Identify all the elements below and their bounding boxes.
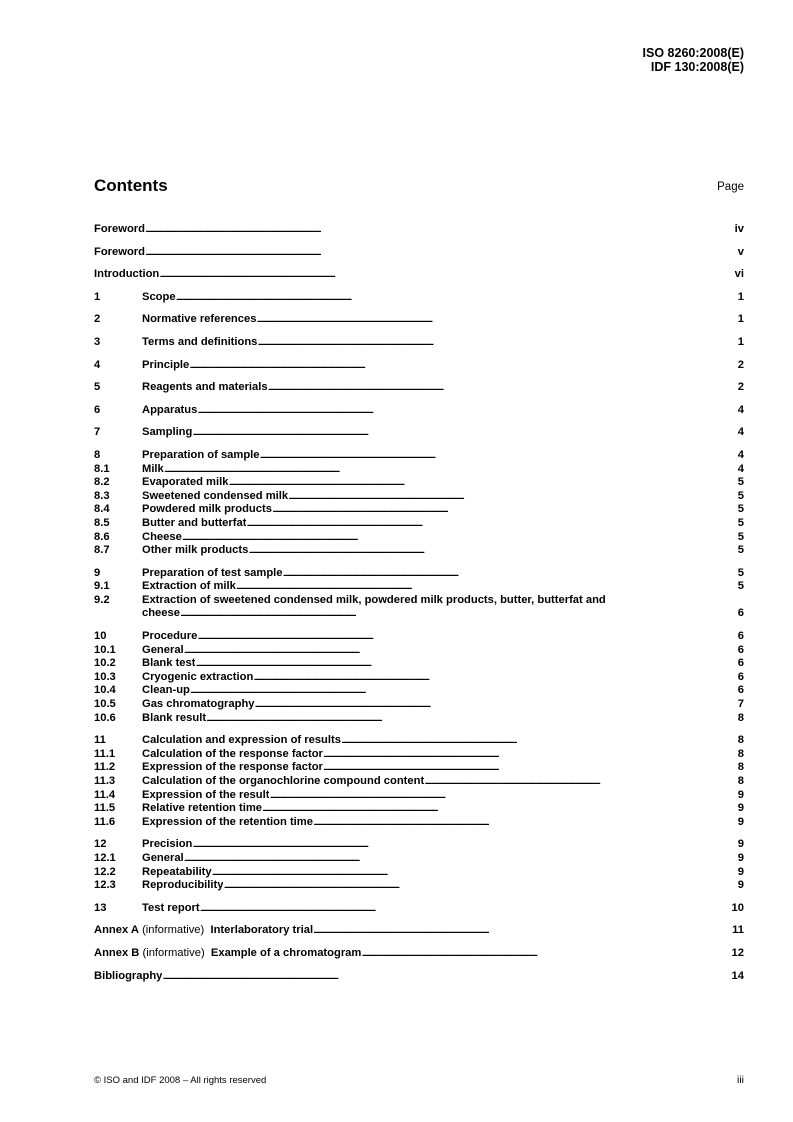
toc-entry-page: 1: [737, 335, 744, 348]
toc-entry-page: 8: [737, 711, 744, 724]
toc-entry[interactable]: [94, 852, 744, 866]
dot-leader: [313, 816, 737, 830]
toc-entry-title: Procedure: [142, 630, 198, 643]
dot-leader: [162, 970, 730, 984]
toc-entry-title: Expression of the response factor: [142, 761, 323, 774]
toc-entry-page: 5: [737, 489, 744, 502]
toc-entry-page: 8: [737, 734, 744, 747]
dot-leader: [424, 775, 737, 789]
toc-entry-title: Cheese: [142, 530, 182, 543]
toc-entry-number: 10: [94, 630, 107, 643]
toc-entry-number: 12.1: [94, 851, 116, 864]
toc-entry-page: 9: [737, 802, 744, 815]
toc-entry-title: Milk: [142, 462, 164, 475]
toc-entry[interactable]: [94, 359, 744, 373]
toc-entry-page: 9: [737, 879, 744, 892]
toc-entry-title: Blank result: [142, 711, 207, 724]
toc-entry-page: 6: [737, 684, 744, 697]
dot-leader: [341, 734, 737, 748]
dot-leader: [268, 381, 737, 395]
toc-entry-number: 10.5: [94, 698, 116, 711]
dot-leader: [223, 879, 736, 893]
toc-entry-number: 8.1: [94, 462, 110, 475]
toc-entry-number: 13: [94, 901, 107, 914]
toc-entry-number: 10.3: [94, 670, 116, 683]
toc-entry-number: 10.1: [94, 643, 116, 656]
toc-entry[interactable]: [94, 657, 744, 671]
toc-entry-number: 8.5: [94, 516, 110, 529]
dot-leader: [253, 671, 736, 685]
page-number: iii: [737, 1074, 744, 1086]
toc-entry-page: 14: [731, 969, 744, 982]
toc-entry-title: Sampling: [142, 426, 193, 439]
dot-leader: [257, 336, 736, 350]
toc-entry[interactable]: [94, 490, 744, 504]
toc-entry-title: Extraction of milk: [142, 580, 236, 593]
toc-entry-title: Butter and butterfat: [142, 516, 247, 529]
dot-leader: [159, 268, 733, 282]
toc-entry-title: Test report: [142, 901, 200, 914]
toc-entry-number: 10.4: [94, 684, 116, 697]
toc-entry[interactable]: [94, 381, 744, 395]
toc-entry-page: 6: [737, 607, 744, 620]
toc-entry-page: 5: [737, 530, 744, 543]
toc-entry[interactable]: [94, 544, 744, 558]
dot-leader: [182, 531, 737, 545]
toc-entry-number: 10.6: [94, 711, 116, 724]
toc-entry-number: 3: [94, 335, 101, 348]
toc-entry-page: 10: [731, 901, 744, 914]
dot-leader: [262, 802, 737, 816]
annex-title: Interlaboratory trial: [210, 924, 314, 937]
dot-leader: [323, 761, 737, 775]
toc-entry[interactable]: [94, 684, 744, 698]
toc-entry-title: Introduction: [94, 268, 160, 281]
dot-leader: [288, 490, 737, 504]
toc-entry-title: Clean-up: [142, 684, 190, 697]
toc-entry-title: Reagents and materials: [142, 381, 268, 394]
dot-leader: [184, 852, 737, 866]
page-title: Contents: [94, 176, 168, 195]
dot-leader: [192, 426, 736, 440]
toc-entry[interactable]: [94, 644, 744, 658]
toc-entry[interactable]: [94, 594, 744, 621]
toc-entry-page: 5: [737, 544, 744, 557]
toc-entry-page: 2: [737, 358, 744, 371]
annex-label: Annex B: [94, 946, 140, 959]
toc-entry-number: 11.3: [94, 775, 116, 787]
annex-type: (informative): [139, 946, 211, 959]
dot-leader: [184, 644, 737, 658]
dot-leader: [145, 223, 734, 237]
toc-entry-page: vi: [734, 268, 744, 281]
toc-entry-number: 11.2: [94, 761, 116, 774]
toc-entry[interactable]: [94, 838, 744, 852]
toc-entry-title: Extraction of sweetened condensed milk, powdered milk products, butter, butterfat and: [142, 593, 606, 606]
toc-entry[interactable]: [94, 734, 744, 748]
toc-entry-number: 6: [94, 403, 101, 416]
annex-type: (informative): [138, 924, 211, 937]
toc-entry-page: 12: [731, 946, 744, 959]
dot-leader: [236, 580, 737, 594]
dot-leader: [260, 449, 737, 463]
dot-leader: [164, 463, 737, 477]
toc-entry[interactable]: [94, 268, 744, 282]
toc-entry-title: Terms and definitions: [142, 335, 258, 348]
dot-leader: [269, 789, 736, 803]
toc-entry-title: Precision: [142, 838, 193, 851]
toc-entry[interactable]: [94, 630, 744, 644]
toc-entry[interactable]: [94, 775, 744, 789]
toc-entry-title: Gas chromatography: [142, 698, 255, 711]
toc-entry-number: 1: [94, 290, 101, 303]
toc-entry[interactable]: [94, 924, 744, 938]
dot-leader: [195, 657, 736, 671]
toc-entry[interactable]: [94, 531, 744, 545]
toc-entry[interactable]: [94, 567, 744, 581]
toc-entry-page: iv: [734, 223, 744, 235]
toc-entry[interactable]: [94, 336, 744, 350]
toc-entry-title: Normative references: [142, 313, 257, 326]
toc-entry-page: 1: [737, 313, 744, 326]
toc-entry-page: 9: [737, 788, 744, 801]
toc-entry[interactable]: [94, 970, 744, 984]
toc-entry-number: 8.2: [94, 476, 110, 489]
dot-leader: [246, 517, 736, 531]
toc-entry-title: Principle: [142, 358, 190, 371]
toc-entry-title: Calculation of the response factor: [142, 747, 323, 760]
toc-entry[interactable]: [94, 879, 744, 893]
toc-entry-page: 9: [737, 865, 744, 878]
toc-entry[interactable]: [94, 748, 744, 762]
toc-entry-page: 9: [737, 851, 744, 864]
dot-leader: [361, 947, 730, 961]
dot-leader: [189, 359, 737, 373]
toc-entry-page: 5: [737, 580, 744, 593]
dot-leader: [323, 748, 737, 762]
toc-entry-page: 11: [732, 924, 744, 937]
toc-entry[interactable]: [94, 712, 744, 726]
toc-entry-title: [94, 924, 313, 938]
toc-entry-number: 11: [94, 734, 106, 747]
toc-entry-number: 11.6: [94, 815, 116, 828]
toc-entry[interactable]: [94, 580, 744, 594]
toc-entry-page: v: [737, 245, 744, 258]
dot-leader: [145, 246, 737, 260]
toc-entry[interactable]: [94, 698, 744, 712]
toc-entry-title: Calculation and expression of results: [142, 734, 341, 747]
toc-entry-number: 9.1: [94, 580, 110, 593]
toc-entry[interactable]: [94, 761, 744, 775]
document-header: [643, 46, 744, 74]
toc-entry-number: 11.5: [94, 802, 116, 815]
dot-leader: [197, 630, 736, 644]
toc-entry-page: 8: [737, 775, 744, 787]
toc-entry-number: 9: [94, 566, 101, 579]
dot-leader: [200, 902, 731, 916]
toc-entry-page: 8: [737, 747, 744, 760]
toc-entry-page: 4: [737, 448, 744, 461]
dot-leader: [313, 924, 731, 938]
toc-entry-page: 7: [737, 698, 744, 711]
dot-leader: [197, 404, 736, 418]
toc-entry-title: Calculation of the organochlorine compound content: [142, 775, 425, 787]
toc-entry-number: 8.3: [94, 489, 110, 502]
toc-entry-title: Evaporated milk: [142, 476, 229, 489]
toc-entry-number: 7: [94, 426, 101, 439]
page-column-label: Page: [717, 181, 744, 193]
toc-entry-page: 6: [737, 643, 744, 656]
dot-leader: [228, 476, 736, 490]
toc-entry[interactable]: [94, 866, 744, 880]
toc-entry-page: 4: [737, 426, 744, 439]
toc-entry[interactable]: [94, 802, 744, 816]
toc-entry-number: 8.4: [94, 503, 110, 516]
toc-entry[interactable]: [94, 517, 744, 531]
toc-entry[interactable]: [94, 476, 744, 490]
toc-entry-number: 5: [94, 381, 101, 394]
idf-reference: IDF 130:2008(E): [650, 60, 744, 74]
toc-entry-number: 8.6: [94, 530, 110, 543]
toc-entry[interactable]: [94, 463, 744, 477]
dot-leader: [192, 838, 736, 852]
toc-entry[interactable]: [94, 246, 744, 260]
toc-entry-title: Preparation of sample: [142, 448, 260, 461]
toc-entry[interactable]: [94, 671, 744, 685]
toc-entry-title: General: [142, 643, 184, 656]
toc-entry-title: Cryogenic extraction: [142, 670, 254, 683]
dot-leader: [248, 544, 736, 558]
toc-entry-page: 5: [737, 476, 744, 489]
dot-leader: [272, 503, 737, 517]
dot-leader: [180, 607, 737, 621]
toc-entry[interactable]: [94, 503, 744, 517]
toc-entry-number: 12: [94, 838, 107, 851]
dot-leader: [283, 567, 737, 581]
toc-entry-title: General: [142, 851, 184, 864]
toc-entry-page: 9: [737, 815, 744, 828]
toc-entry-title: Reproducibility: [142, 879, 224, 892]
toc-entry[interactable]: [94, 313, 744, 327]
toc-entry-title-continued: cheese: [142, 607, 180, 620]
toc-entry-number: 9.2: [94, 593, 110, 606]
toc-entry[interactable]: [94, 404, 744, 418]
toc-entry-page: 9: [737, 838, 744, 851]
toc-entry[interactable]: [94, 902, 744, 916]
toc-entry-title: Foreword: [94, 223, 145, 235]
annex-label: Annex A: [94, 924, 139, 937]
toc-entry-title: Relative retention time: [142, 802, 262, 815]
toc-entry[interactable]: [94, 426, 744, 440]
toc-entry-page: 6: [737, 670, 744, 683]
toc-entry-title: Blank test: [142, 657, 196, 670]
table-of-contents: [94, 223, 744, 983]
toc-entry[interactable]: [94, 947, 744, 961]
toc-entry-number: 12.3: [94, 879, 116, 892]
toc-entry-title: Powdered milk products: [142, 503, 272, 516]
toc-entry-page: 2: [737, 381, 744, 394]
dot-leader: [255, 698, 737, 712]
toc-entry-number: 8.7: [94, 544, 110, 557]
toc-entry-number: 8: [94, 448, 101, 461]
toc-entry-number: 11.1: [94, 747, 116, 760]
toc-entry-number: 10.2: [94, 657, 116, 670]
toc-entry-number: 11.4: [94, 788, 116, 801]
toc-entry-page: 5: [737, 516, 744, 529]
toc-entry[interactable]: [94, 789, 744, 803]
dot-leader: [256, 313, 736, 327]
toc-entry[interactable]: [94, 816, 744, 830]
dot-leader: [190, 684, 737, 698]
toc-entry-title: Sweetened condensed milk: [142, 489, 289, 502]
toc-entry-title: Apparatus: [142, 403, 198, 416]
annex-title: Example of a chromatogram: [210, 946, 362, 959]
toc-entry-page: 1: [737, 290, 744, 303]
toc-entry-title: Repeatability: [142, 865, 212, 878]
toc-entry-number: 12.2: [94, 865, 116, 878]
toc-entry-number: 4: [94, 358, 101, 371]
toc-entry[interactable]: [94, 449, 744, 463]
toc-entry-page: 6: [737, 657, 744, 670]
dot-leader: [212, 866, 737, 880]
toc-entry-page: 8: [737, 761, 744, 774]
toc-entry-title: Bibliography: [94, 969, 163, 982]
toc-entry-title: Other milk products: [142, 544, 249, 557]
toc-entry-title: Expression of the retention time: [142, 815, 313, 828]
toc-entry[interactable]: [94, 223, 744, 237]
toc-entry-title: Scope: [142, 290, 176, 303]
iso-reference: ISO 8260:2008(E): [642, 46, 744, 60]
toc-entry-number: 2: [94, 313, 101, 326]
toc-entry[interactable]: [94, 291, 744, 305]
toc-entry-page: 5: [737, 566, 744, 579]
dot-leader: [176, 291, 737, 305]
copyright-notice: © ISO and IDF 2008 – All rights reserved: [94, 1075, 267, 1086]
toc-entry-page: 4: [737, 403, 744, 416]
toc-entry-title: Expression of the result: [142, 788, 270, 801]
dot-leader: [206, 712, 737, 726]
toc-entry-title: [94, 947, 361, 961]
toc-entry-title: Preparation of test sample: [142, 566, 283, 579]
toc-entry-page: 5: [737, 503, 744, 516]
toc-entry-page: 6: [737, 630, 744, 643]
toc-entry-title: Foreword: [94, 245, 145, 258]
toc-entry-page: 4: [737, 462, 744, 475]
